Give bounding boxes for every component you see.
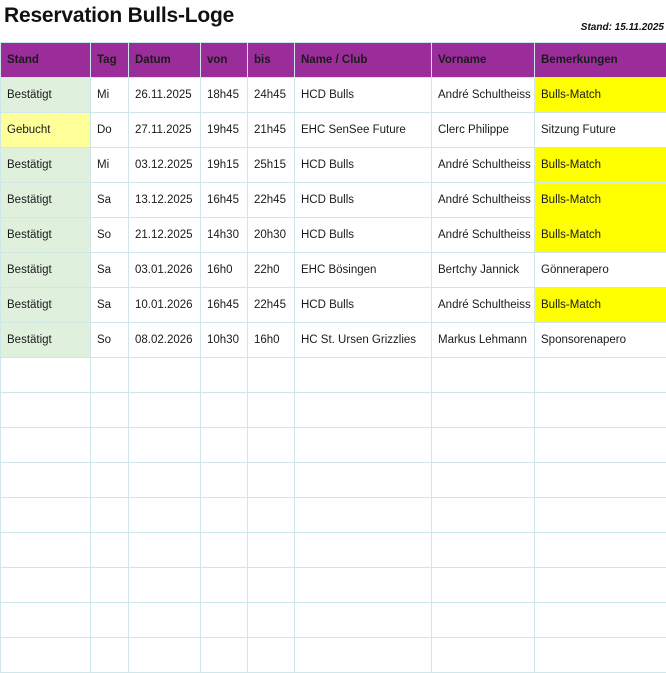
- column-header-name-club: Name / Club: [295, 43, 432, 78]
- cell-vorname: Markus Lehmann: [432, 323, 535, 358]
- cell-empty: [129, 603, 201, 638]
- column-header-tag: Tag: [91, 43, 129, 78]
- cell-empty: [1, 568, 91, 603]
- cell-datum: 27.11.2025: [129, 113, 201, 148]
- cell-tag: Sa: [91, 253, 129, 288]
- table-row-empty[interactable]: [1, 498, 666, 533]
- cell-name-club: HCD Bulls: [295, 148, 432, 183]
- column-header-stand: Stand: [1, 43, 91, 78]
- cell-empty: [535, 393, 666, 428]
- cell-empty: [295, 498, 432, 533]
- cell-empty: [129, 463, 201, 498]
- column-header-von: von: [201, 43, 248, 78]
- cell-empty: [129, 533, 201, 568]
- last-updated-label: Stand: 15.11.2025: [581, 22, 664, 33]
- table-body: [1, 78, 666, 673]
- cell-tag: Mi: [91, 78, 129, 113]
- cell-empty: [248, 463, 295, 498]
- cell-name-club: HC St. Ursen Grizzlies: [295, 323, 432, 358]
- cell-empty: [91, 638, 129, 673]
- cell-bis: 20h30: [248, 218, 295, 253]
- cell-empty: [91, 498, 129, 533]
- cell-stand: Bestätigt: [1, 218, 91, 253]
- cell-empty: [201, 428, 248, 463]
- cell-stand: Bestätigt: [1, 323, 91, 358]
- table-row[interactable]: [1, 148, 666, 183]
- cell-empty: [535, 603, 666, 638]
- column-header-bemerkungen: Bemerkungen: [535, 43, 666, 78]
- cell-bis: 22h45: [248, 183, 295, 218]
- cell-name-club: EHC SenSee Future: [295, 113, 432, 148]
- cell-empty: [248, 603, 295, 638]
- page-title: Reservation Bulls-Loge: [4, 4, 234, 28]
- cell-empty: [295, 533, 432, 568]
- table-row-empty[interactable]: [1, 393, 666, 428]
- table-row[interactable]: [1, 113, 666, 148]
- cell-empty: [295, 428, 432, 463]
- cell-empty: [91, 568, 129, 603]
- cell-bemerkungen: Sponsorenapero: [535, 323, 666, 358]
- cell-stand: Bestätigt: [1, 253, 91, 288]
- cell-empty: [91, 533, 129, 568]
- cell-empty: [129, 638, 201, 673]
- cell-tag: So: [91, 323, 129, 358]
- cell-empty: [295, 393, 432, 428]
- cell-vorname: André Schultheiss: [432, 78, 535, 113]
- cell-empty: [432, 533, 535, 568]
- cell-von: 18h45: [201, 78, 248, 113]
- cell-tag: So: [91, 218, 129, 253]
- cell-name-club: HCD Bulls: [295, 288, 432, 323]
- cell-vorname: André Schultheiss: [432, 183, 535, 218]
- cell-von: 19h45: [201, 113, 248, 148]
- cell-empty: [535, 498, 666, 533]
- cell-empty: [91, 358, 129, 393]
- cell-bis: 25h15: [248, 148, 295, 183]
- cell-empty: [91, 393, 129, 428]
- cell-bis: 24h45: [248, 78, 295, 113]
- cell-bemerkungen: Gönnerapero: [535, 253, 666, 288]
- cell-bemerkungen: Sitzung Future: [535, 113, 666, 148]
- cell-bis: 22h0: [248, 253, 295, 288]
- table-row-empty[interactable]: [1, 358, 666, 393]
- cell-datum: 26.11.2025: [129, 78, 201, 113]
- table-row[interactable]: [1, 218, 666, 253]
- cell-empty: [129, 568, 201, 603]
- cell-stand: Bestätigt: [1, 148, 91, 183]
- document-header: [0, 0, 666, 42]
- table-row-empty[interactable]: [1, 568, 666, 603]
- cell-empty: [248, 498, 295, 533]
- cell-datum: 08.02.2026: [129, 323, 201, 358]
- column-header-bis: bis: [248, 43, 295, 78]
- table-row-empty[interactable]: [1, 428, 666, 463]
- cell-empty: [535, 428, 666, 463]
- cell-empty: [1, 603, 91, 638]
- cell-bemerkungen: Bulls-Match: [535, 78, 666, 113]
- cell-empty: [535, 568, 666, 603]
- table-row[interactable]: [1, 183, 666, 218]
- cell-datum: 10.01.2026: [129, 288, 201, 323]
- cell-empty: [129, 358, 201, 393]
- cell-bemerkungen: Bulls-Match: [535, 288, 666, 323]
- reservation-table: [0, 42, 666, 673]
- cell-empty: [432, 603, 535, 638]
- cell-empty: [201, 463, 248, 498]
- cell-empty: [201, 603, 248, 638]
- cell-empty: [535, 638, 666, 673]
- cell-tag: Mi: [91, 148, 129, 183]
- cell-empty: [1, 358, 91, 393]
- cell-vorname: André Schultheiss: [432, 288, 535, 323]
- cell-empty: [91, 603, 129, 638]
- cell-name-club: HCD Bulls: [295, 218, 432, 253]
- cell-empty: [201, 533, 248, 568]
- cell-stand: Gebucht: [1, 113, 91, 148]
- cell-empty: [535, 533, 666, 568]
- table-row-empty[interactable]: [1, 463, 666, 498]
- table-row-empty[interactable]: [1, 603, 666, 638]
- cell-empty: [129, 428, 201, 463]
- cell-bemerkungen: Bulls-Match: [535, 218, 666, 253]
- cell-name-club: HCD Bulls: [295, 183, 432, 218]
- cell-empty: [432, 428, 535, 463]
- cell-bis: 16h0: [248, 323, 295, 358]
- cell-von: 19h15: [201, 148, 248, 183]
- cell-empty: [295, 463, 432, 498]
- cell-datum: 03.12.2025: [129, 148, 201, 183]
- cell-empty: [432, 638, 535, 673]
- cell-empty: [201, 638, 248, 673]
- cell-empty: [248, 638, 295, 673]
- cell-von: 14h30: [201, 218, 248, 253]
- table-row[interactable]: [1, 288, 666, 323]
- cell-datum: 21.12.2025: [129, 218, 201, 253]
- cell-empty: [295, 358, 432, 393]
- cell-vorname: Clerc Philippe: [432, 113, 535, 148]
- cell-tag: Do: [91, 113, 129, 148]
- cell-empty: [201, 393, 248, 428]
- table-row[interactable]: [1, 253, 666, 288]
- cell-empty: [91, 463, 129, 498]
- cell-empty: [1, 533, 91, 568]
- cell-bemerkungen: Bulls-Match: [535, 148, 666, 183]
- cell-empty: [1, 393, 91, 428]
- cell-empty: [432, 358, 535, 393]
- cell-empty: [432, 568, 535, 603]
- cell-empty: [535, 358, 666, 393]
- cell-empty: [1, 498, 91, 533]
- cell-von: 16h45: [201, 183, 248, 218]
- cell-empty: [248, 358, 295, 393]
- cell-empty: [129, 498, 201, 533]
- cell-empty: [91, 428, 129, 463]
- cell-bis: 22h45: [248, 288, 295, 323]
- cell-name-club: EHC Bösingen: [295, 253, 432, 288]
- cell-von: 10h30: [201, 323, 248, 358]
- cell-empty: [1, 428, 91, 463]
- cell-empty: [129, 393, 201, 428]
- cell-empty: [535, 463, 666, 498]
- cell-bis: 21h45: [248, 113, 295, 148]
- cell-empty: [432, 498, 535, 533]
- cell-empty: [201, 358, 248, 393]
- cell-vorname: André Schultheiss: [432, 148, 535, 183]
- cell-vorname: André Schultheiss: [432, 218, 535, 253]
- cell-empty: [201, 498, 248, 533]
- table-row[interactable]: [1, 323, 666, 358]
- cell-stand: Bestätigt: [1, 78, 91, 113]
- cell-empty: [295, 568, 432, 603]
- cell-empty: [295, 603, 432, 638]
- cell-von: 16h0: [201, 253, 248, 288]
- cell-empty: [295, 638, 432, 673]
- cell-empty: [1, 463, 91, 498]
- table-header-row: [1, 43, 666, 78]
- cell-vorname: Bertchy Jannick: [432, 253, 535, 288]
- cell-empty: [432, 393, 535, 428]
- cell-stand: Bestätigt: [1, 183, 91, 218]
- cell-empty: [248, 393, 295, 428]
- cell-bemerkungen: Bulls-Match: [535, 183, 666, 218]
- cell-empty: [248, 533, 295, 568]
- column-header-vorname: Vorname: [432, 43, 535, 78]
- cell-empty: [248, 568, 295, 603]
- cell-von: 16h45: [201, 288, 248, 323]
- cell-tag: Sa: [91, 183, 129, 218]
- cell-empty: [201, 568, 248, 603]
- table-row-empty[interactable]: [1, 533, 666, 568]
- cell-tag: Sa: [91, 288, 129, 323]
- table-row-empty[interactable]: [1, 638, 666, 673]
- cell-stand: Bestätigt: [1, 288, 91, 323]
- table-row[interactable]: [1, 78, 666, 113]
- column-header-datum: Datum: [129, 43, 201, 78]
- cell-empty: [1, 638, 91, 673]
- cell-datum: 13.12.2025: [129, 183, 201, 218]
- cell-empty: [432, 463, 535, 498]
- cell-name-club: HCD Bulls: [295, 78, 432, 113]
- cell-datum: 03.01.2026: [129, 253, 201, 288]
- cell-empty: [248, 428, 295, 463]
